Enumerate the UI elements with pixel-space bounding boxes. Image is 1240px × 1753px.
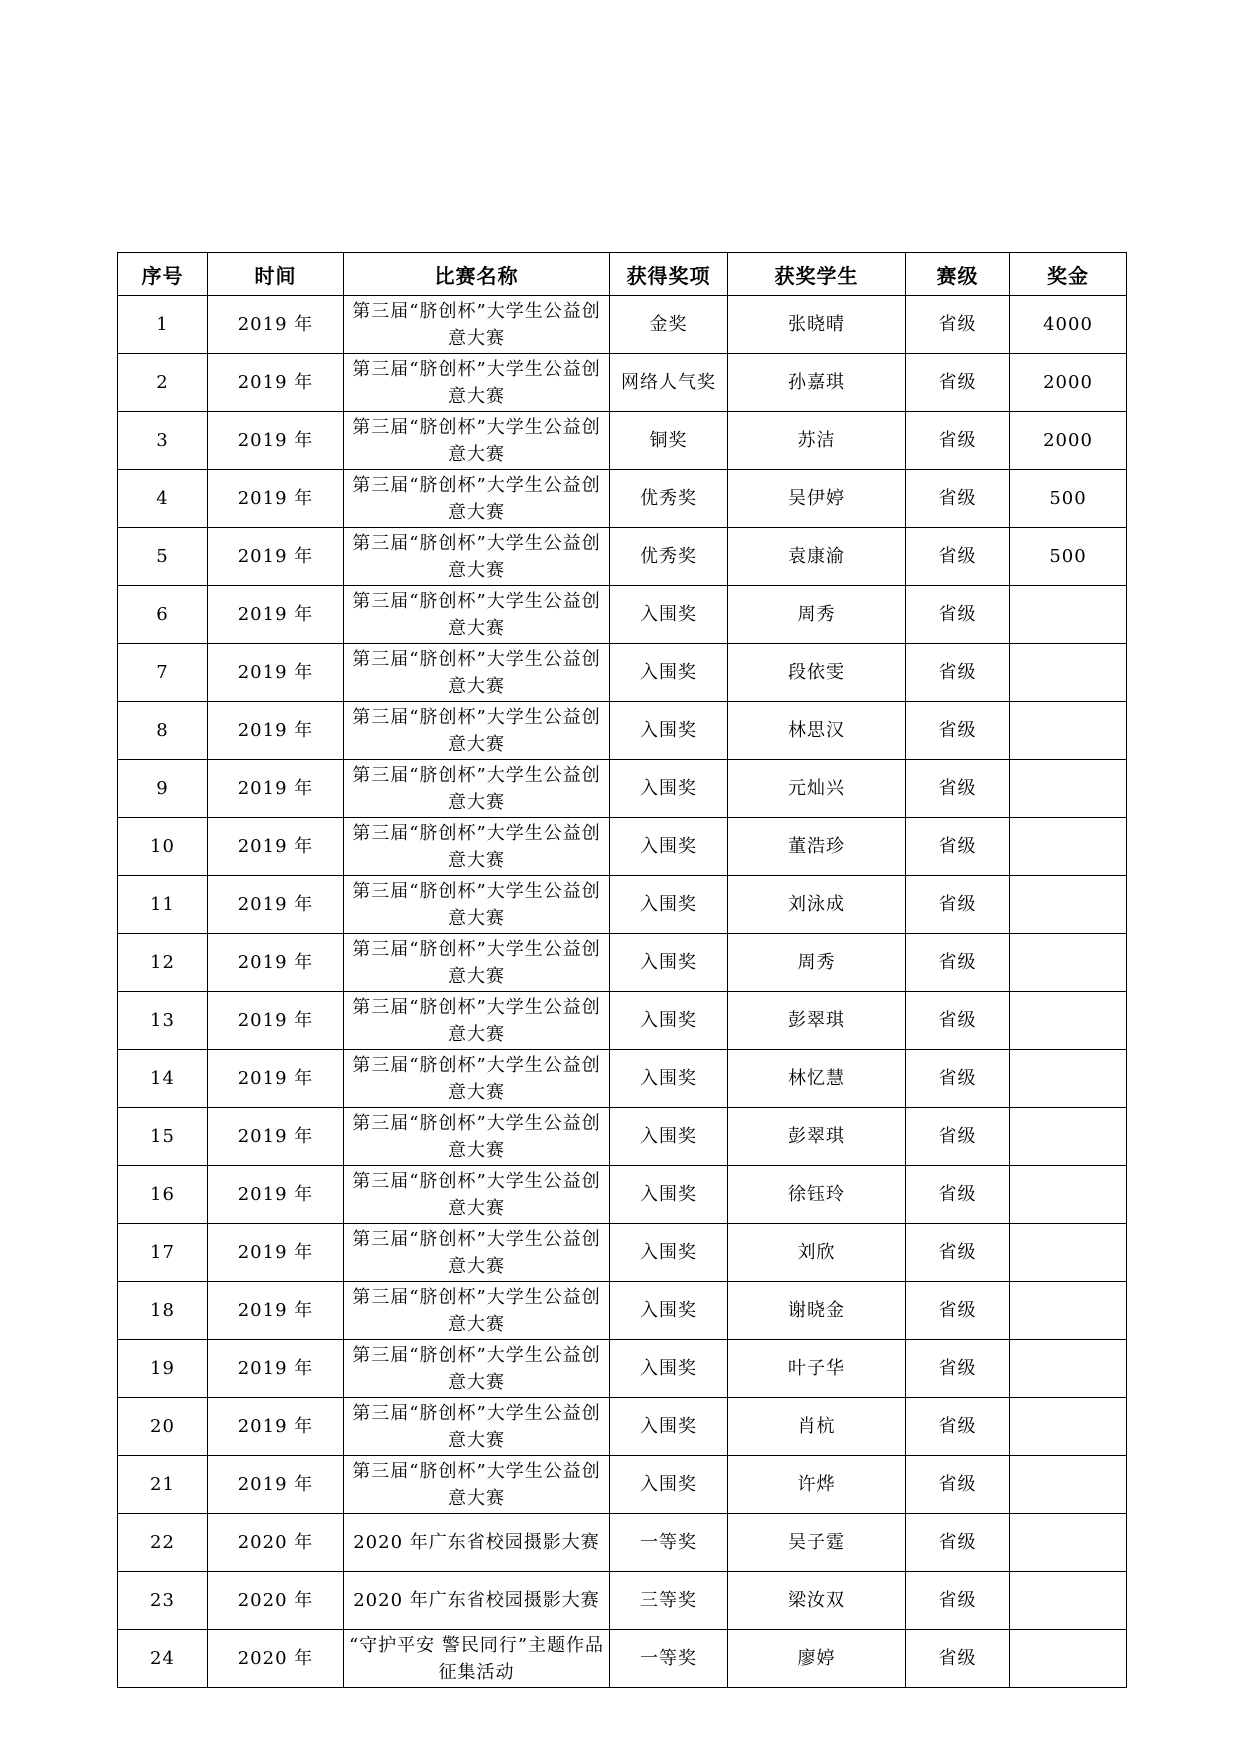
cell-competition: 第三届“脐创杯”大学生公益创意大赛 (344, 412, 610, 470)
cell-competition: 第三届“脐创杯”大学生公益创意大赛 (344, 644, 610, 702)
cell-award: 入围奖 (610, 760, 728, 818)
table-row (118, 586, 1127, 644)
cell-level: 省级 (906, 1398, 1010, 1456)
cell-student: 周秀 (728, 934, 906, 992)
cell-time: 2019 年 (208, 470, 344, 528)
cell-time: 2019 年 (208, 1398, 344, 1456)
cell-index: 9 (118, 760, 208, 818)
cell-level: 省级 (906, 1108, 1010, 1166)
cell-bonus (1010, 1398, 1127, 1456)
cell-student: 林忆慧 (728, 1050, 906, 1108)
cell-level: 省级 (906, 412, 1010, 470)
cell-student: 吴伊婷 (728, 470, 906, 528)
table-row (118, 1166, 1127, 1224)
cell-time: 2019 年 (208, 1282, 344, 1340)
cell-award: 入围奖 (610, 934, 728, 992)
cell-competition: 第三届“脐创杯”大学生公益创意大赛 (344, 1340, 610, 1398)
cell-level: 省级 (906, 1630, 1010, 1688)
cell-level: 省级 (906, 586, 1010, 644)
table-row (118, 702, 1127, 760)
cell-award: 优秀奖 (610, 470, 728, 528)
cell-bonus (1010, 1630, 1127, 1688)
cell-competition: 第三届“脐创杯”大学生公益创意大赛 (344, 1050, 610, 1108)
cell-award: 入围奖 (610, 586, 728, 644)
cell-award: 三等奖 (610, 1572, 728, 1630)
cell-bonus (1010, 760, 1127, 818)
cell-competition: “守护平安 警民同行”主题作品征集活动 (344, 1630, 610, 1688)
table-row (118, 1630, 1127, 1688)
cell-student: 彭翠琪 (728, 1108, 906, 1166)
cell-level: 省级 (906, 992, 1010, 1050)
cell-student: 谢晓金 (728, 1282, 906, 1340)
cell-time: 2019 年 (208, 876, 344, 934)
cell-index: 15 (118, 1108, 208, 1166)
cell-competition: 2020 年广东省校园摄影大赛 (344, 1572, 610, 1630)
cell-award: 铜奖 (610, 412, 728, 470)
cell-bonus (1010, 1050, 1127, 1108)
cell-award: 入围奖 (610, 1224, 728, 1282)
header-level: 赛级 (906, 253, 1010, 296)
cell-competition: 第三届“脐创杯”大学生公益创意大赛 (344, 1166, 610, 1224)
cell-award: 入围奖 (610, 644, 728, 702)
cell-time: 2019 年 (208, 296, 344, 354)
cell-level: 省级 (906, 1572, 1010, 1630)
cell-bonus (1010, 1456, 1127, 1514)
cell-competition: 第三届“脐创杯”大学生公益创意大赛 (344, 702, 610, 760)
cell-level: 省级 (906, 818, 1010, 876)
cell-level: 省级 (906, 528, 1010, 586)
cell-index: 14 (118, 1050, 208, 1108)
cell-competition: 第三届“脐创杯”大学生公益创意大赛 (344, 1224, 610, 1282)
cell-award: 入围奖 (610, 992, 728, 1050)
cell-student: 肖杭 (728, 1398, 906, 1456)
cell-award: 入围奖 (610, 818, 728, 876)
cell-student: 董浩珍 (728, 818, 906, 876)
cell-bonus: 2000 (1010, 354, 1127, 412)
cell-competition: 第三届“脐创杯”大学生公益创意大赛 (344, 992, 610, 1050)
cell-competition: 第三届“脐创杯”大学生公益创意大赛 (344, 1456, 610, 1514)
cell-index: 16 (118, 1166, 208, 1224)
cell-student: 廖婷 (728, 1630, 906, 1688)
cell-time: 2019 年 (208, 1456, 344, 1514)
table-row (118, 1050, 1127, 1108)
table-row (118, 1398, 1127, 1456)
cell-level: 省级 (906, 1166, 1010, 1224)
cell-award: 入围奖 (610, 1108, 728, 1166)
table-row (118, 1224, 1127, 1282)
cell-bonus (1010, 876, 1127, 934)
cell-bonus: 500 (1010, 528, 1127, 586)
cell-index: 2 (118, 354, 208, 412)
cell-index: 8 (118, 702, 208, 760)
cell-student: 元灿兴 (728, 760, 906, 818)
table-row (118, 1282, 1127, 1340)
table-row (118, 470, 1127, 528)
cell-award: 入围奖 (610, 876, 728, 934)
cell-level: 省级 (906, 1514, 1010, 1572)
cell-award: 入围奖 (610, 1340, 728, 1398)
cell-index: 21 (118, 1456, 208, 1514)
cell-award: 一等奖 (610, 1630, 728, 1688)
cell-competition: 第三届“脐创杯”大学生公益创意大赛 (344, 876, 610, 934)
cell-bonus (1010, 1340, 1127, 1398)
cell-student: 苏洁 (728, 412, 906, 470)
cell-time: 2019 年 (208, 586, 344, 644)
cell-index: 10 (118, 818, 208, 876)
cell-index: 17 (118, 1224, 208, 1282)
cell-bonus: 500 (1010, 470, 1127, 528)
header-student: 获奖学生 (728, 253, 906, 296)
cell-time: 2019 年 (208, 528, 344, 586)
cell-award: 金奖 (610, 296, 728, 354)
cell-index: 11 (118, 876, 208, 934)
table-row (118, 296, 1127, 354)
cell-competition: 第三届“脐创杯”大学生公益创意大赛 (344, 760, 610, 818)
cell-level: 省级 (906, 296, 1010, 354)
cell-time: 2019 年 (208, 702, 344, 760)
cell-bonus (1010, 1572, 1127, 1630)
header-competition: 比赛名称 (344, 253, 610, 296)
cell-student: 徐钰玲 (728, 1166, 906, 1224)
cell-competition: 第三届“脐创杯”大学生公益创意大赛 (344, 354, 610, 412)
cell-index: 23 (118, 1572, 208, 1630)
cell-time: 2019 年 (208, 1050, 344, 1108)
cell-time: 2019 年 (208, 1108, 344, 1166)
table-row (118, 760, 1127, 818)
cell-bonus (1010, 818, 1127, 876)
cell-level: 省级 (906, 1224, 1010, 1282)
cell-student: 段依雯 (728, 644, 906, 702)
cell-competition: 第三届“脐创杯”大学生公益创意大赛 (344, 934, 610, 992)
cell-bonus (1010, 1514, 1127, 1572)
cell-bonus: 2000 (1010, 412, 1127, 470)
cell-index: 13 (118, 992, 208, 1050)
cell-time: 2019 年 (208, 992, 344, 1050)
cell-bonus (1010, 586, 1127, 644)
cell-competition: 第三届“脐创杯”大学生公益创意大赛 (344, 528, 610, 586)
cell-student: 彭翠琪 (728, 992, 906, 1050)
cell-competition: 第三届“脐创杯”大学生公益创意大赛 (344, 586, 610, 644)
cell-award: 入围奖 (610, 1282, 728, 1340)
cell-competition: 第三届“脐创杯”大学生公益创意大赛 (344, 1398, 610, 1456)
cell-time: 2019 年 (208, 934, 344, 992)
cell-competition: 第三届“脐创杯”大学生公益创意大赛 (344, 1108, 610, 1166)
table-row (118, 818, 1127, 876)
header-bonus: 奖金 (1010, 253, 1127, 296)
cell-student: 梁汝双 (728, 1572, 906, 1630)
table-row (118, 992, 1127, 1050)
cell-competition: 第三届“脐创杯”大学生公益创意大赛 (344, 296, 610, 354)
cell-bonus (1010, 1108, 1127, 1166)
cell-student: 林思汉 (728, 702, 906, 760)
cell-award: 入围奖 (610, 1166, 728, 1224)
cell-level: 省级 (906, 470, 1010, 528)
table-row (118, 412, 1127, 470)
table-row (118, 354, 1127, 412)
cell-student: 孙嘉琪 (728, 354, 906, 412)
cell-competition: 2020 年广东省校园摄影大赛 (344, 1514, 610, 1572)
table-row (118, 934, 1127, 992)
cell-time: 2019 年 (208, 760, 344, 818)
table-header-row (118, 253, 1127, 296)
cell-index: 4 (118, 470, 208, 528)
header-index: 序号 (118, 253, 208, 296)
cell-bonus (1010, 1282, 1127, 1340)
cell-index: 24 (118, 1630, 208, 1688)
table-row (118, 876, 1127, 934)
cell-award: 入围奖 (610, 1398, 728, 1456)
cell-student: 袁康渝 (728, 528, 906, 586)
cell-index: 22 (118, 1514, 208, 1572)
cell-level: 省级 (906, 644, 1010, 702)
header-time: 时间 (208, 253, 344, 296)
cell-time: 2020 年 (208, 1572, 344, 1630)
cell-bonus (1010, 702, 1127, 760)
cell-time: 2019 年 (208, 412, 344, 470)
cell-time: 2019 年 (208, 818, 344, 876)
cell-index: 1 (118, 296, 208, 354)
cell-index: 20 (118, 1398, 208, 1456)
cell-level: 省级 (906, 760, 1010, 818)
table-row (118, 1514, 1127, 1572)
cell-student: 周秀 (728, 586, 906, 644)
cell-time: 2020 年 (208, 1514, 344, 1572)
cell-time: 2020 年 (208, 1630, 344, 1688)
cell-level: 省级 (906, 354, 1010, 412)
cell-bonus: 4000 (1010, 296, 1127, 354)
cell-award: 优秀奖 (610, 528, 728, 586)
cell-award: 入围奖 (610, 702, 728, 760)
cell-bonus (1010, 1224, 1127, 1282)
table-row (118, 1572, 1127, 1630)
cell-award: 入围奖 (610, 1456, 728, 1514)
cell-index: 6 (118, 586, 208, 644)
cell-award: 一等奖 (610, 1514, 728, 1572)
cell-level: 省级 (906, 876, 1010, 934)
table-body (118, 296, 1127, 1688)
table-row (118, 528, 1127, 586)
cell-index: 7 (118, 644, 208, 702)
cell-time: 2019 年 (208, 644, 344, 702)
cell-level: 省级 (906, 1050, 1010, 1108)
cell-level: 省级 (906, 934, 1010, 992)
cell-student: 刘泳成 (728, 876, 906, 934)
cell-bonus (1010, 992, 1127, 1050)
cell-index: 19 (118, 1340, 208, 1398)
cell-award: 入围奖 (610, 1050, 728, 1108)
cell-competition: 第三届“脐创杯”大学生公益创意大赛 (344, 818, 610, 876)
cell-index: 3 (118, 412, 208, 470)
header-award: 获得奖项 (610, 253, 728, 296)
cell-competition: 第三届“脐创杯”大学生公益创意大赛 (344, 470, 610, 528)
table-row (118, 1340, 1127, 1398)
cell-index: 18 (118, 1282, 208, 1340)
cell-student: 张晓晴 (728, 296, 906, 354)
cell-student: 许烨 (728, 1456, 906, 1514)
cell-student: 吴子霆 (728, 1514, 906, 1572)
table-row (118, 1456, 1127, 1514)
award-table (117, 252, 1127, 1688)
cell-level: 省级 (906, 1340, 1010, 1398)
cell-time: 2019 年 (208, 1224, 344, 1282)
cell-time: 2019 年 (208, 1340, 344, 1398)
table-row (118, 1108, 1127, 1166)
cell-index: 12 (118, 934, 208, 992)
cell-time: 2019 年 (208, 1166, 344, 1224)
cell-level: 省级 (906, 1456, 1010, 1514)
cell-level: 省级 (906, 1282, 1010, 1340)
cell-student: 刘欣 (728, 1224, 906, 1282)
cell-bonus (1010, 1166, 1127, 1224)
cell-index: 5 (118, 528, 208, 586)
cell-bonus (1010, 934, 1127, 992)
cell-competition: 第三届“脐创杯”大学生公益创意大赛 (344, 1282, 610, 1340)
cell-award: 网络人气奖 (610, 354, 728, 412)
cell-bonus (1010, 644, 1127, 702)
cell-student: 叶子华 (728, 1340, 906, 1398)
table-row (118, 644, 1127, 702)
cell-level: 省级 (906, 702, 1010, 760)
cell-time: 2019 年 (208, 354, 344, 412)
